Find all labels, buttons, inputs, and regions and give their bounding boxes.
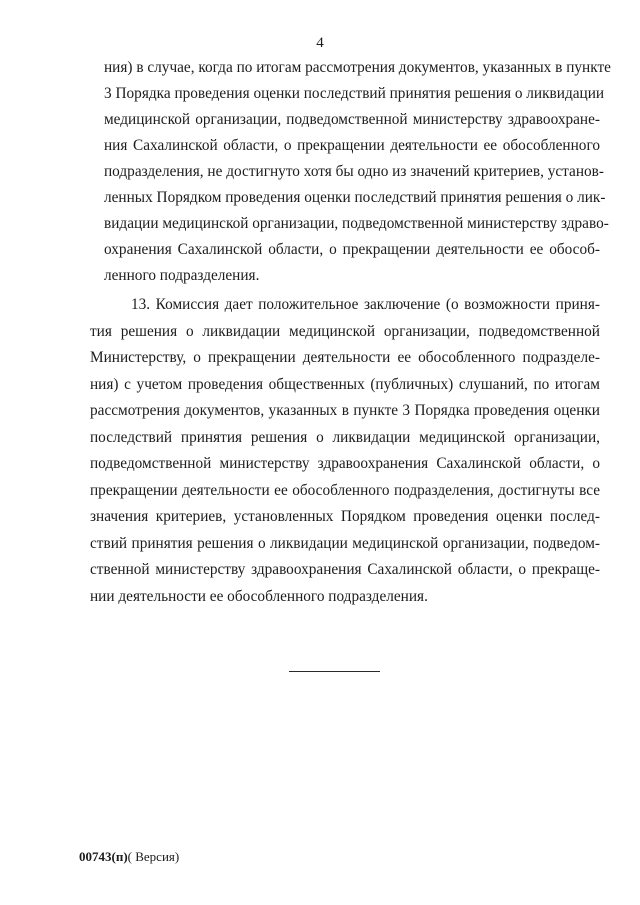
text-line: ствий принятия решения о ликвидации медицинской организации, подведом- <box>90 535 600 552</box>
text-line: ственной министерству здравоохранения Сахалинской области, о прекраще- <box>90 561 600 578</box>
text-line: 13. Комиссия дает положительное заключение (о возможности приня- <box>131 296 600 313</box>
text-line: последствий принятия решения о ликвидации медицинской организации, <box>90 429 600 446</box>
document-version: ( Версия) <box>127 849 180 864</box>
text-line: нии деятельности ее обособленного подразделения. <box>90 588 428 605</box>
text-line: медицинской организации, подведомственной министерству здравоохране- <box>104 111 600 128</box>
text-line: ния) в случае, когда по итогам рассмотрения документов, указанных в пункте <box>104 59 611 76</box>
text-line: ленных Порядком проведения оценки последствий принятия решения о лик- <box>104 189 606 206</box>
end-separator-line <box>289 671 380 672</box>
text-line: ния) с учетом проведения общественных (публичных) слушаний, по итогам <box>90 376 600 393</box>
footer-document-code <box>79 849 179 865</box>
text-line: значения критериев, установленных Порядком проведения оценки послед- <box>90 508 600 525</box>
text-line: подразделения, не достигнуто хотя бы одно из значений критериев, установ- <box>104 163 604 180</box>
text-line: видации медицинской организации, подведомственной министерству здраво- <box>104 215 609 232</box>
text-line: тия решения о ликвидации медицинской организации, подведомственной <box>90 323 600 340</box>
text-line: ния Сахалинской области, о прекращении деятельности ее обособленного <box>104 137 600 154</box>
text-line: 3 Порядка проведения оценки последствий принятия решения о ликвидации <box>104 85 605 102</box>
text-line: Министерству, о прекращении деятельности ее обособленного подразделе- <box>90 349 600 366</box>
text-line: ленного подразделения. <box>104 267 260 284</box>
text-line: прекращении деятельности ее обособленного подразделения, достигнуты все <box>90 482 600 499</box>
document-code: 00743(п) <box>79 849 128 864</box>
text-line: рассмотрения документов, указанных в пункте 3 Порядка проведения оценки <box>90 402 600 419</box>
page-number: 4 <box>316 35 324 51</box>
text-line: подведомственной министерству здравоохранения Сахалинской области, о <box>90 455 600 472</box>
text-line: охранения Сахалинской области, о прекращении деятельности ее обособ- <box>104 241 600 258</box>
